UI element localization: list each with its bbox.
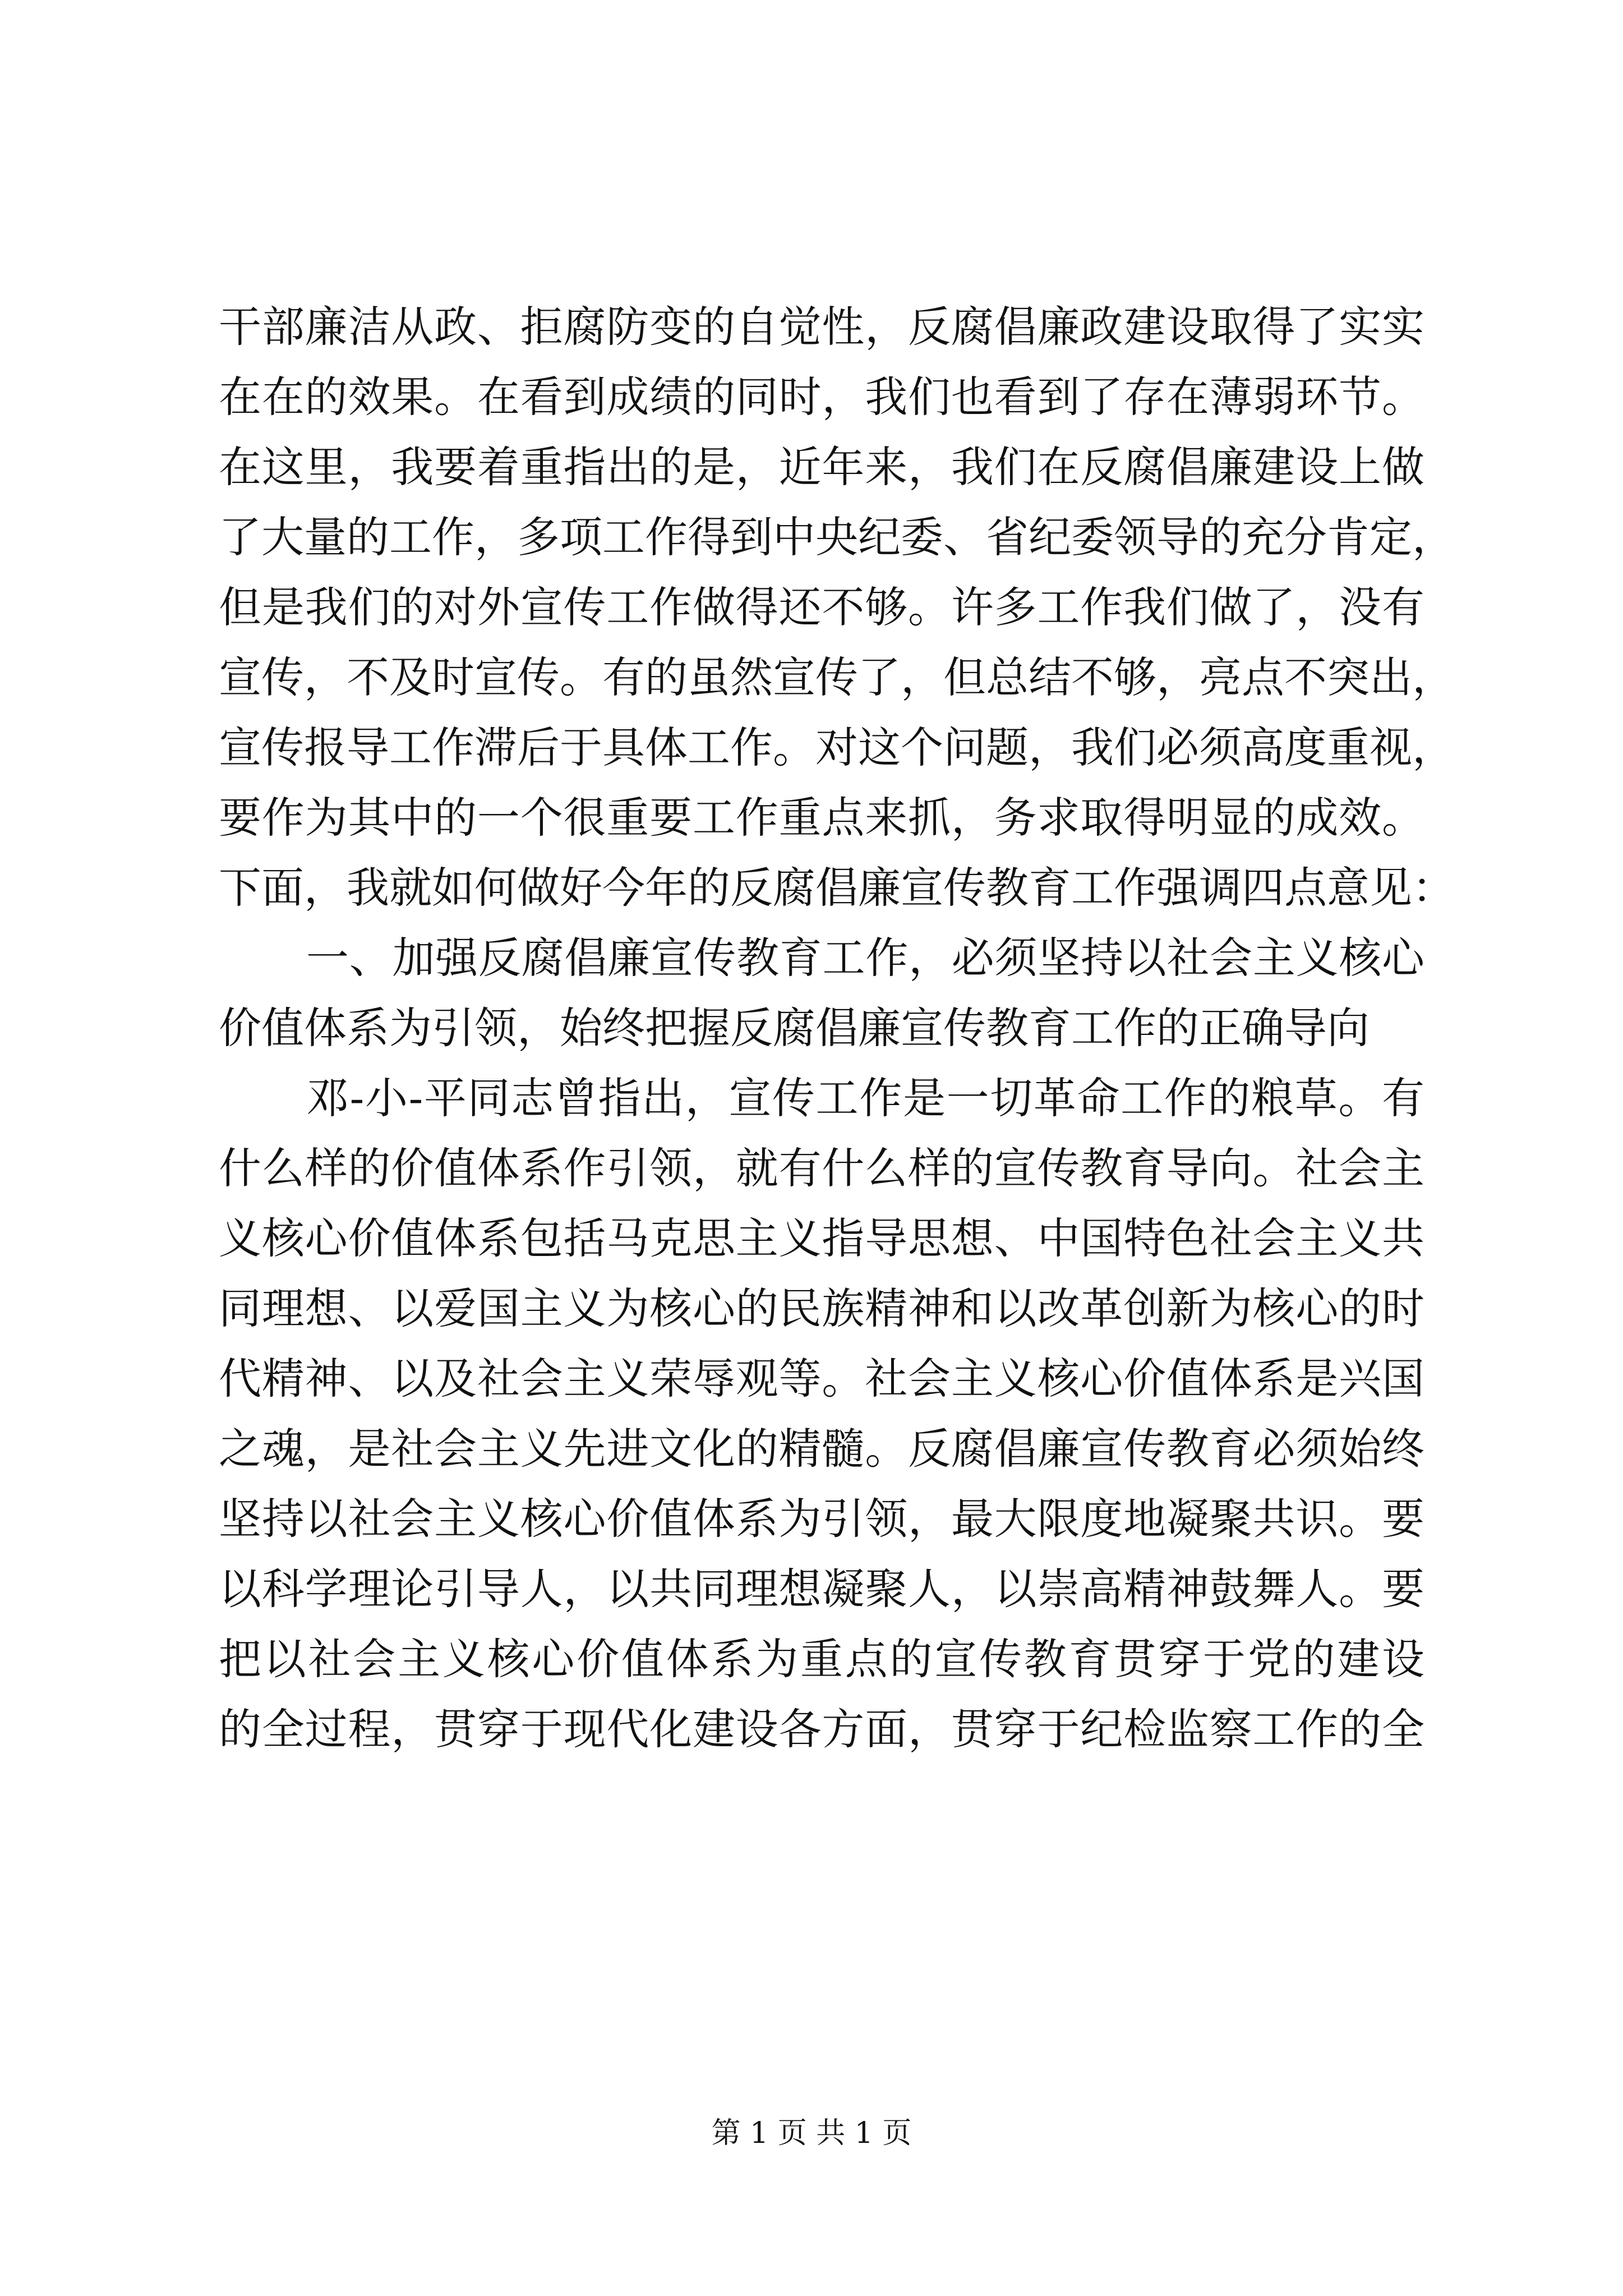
page-number-footer: 第 1 页 共 1 页 <box>711 2116 912 2150</box>
text-line: 把以社会主义核心价值体系为重点的宣传教育贯穿于党的建设 <box>219 1634 1424 1684</box>
text-line: 义核心价值体系包括马克思主义指导思想、中国特色社会主义共 <box>219 1213 1424 1263</box>
section-heading-line: 一、加强反腐倡廉宣传教育工作，必须坚持以社会主义核心 <box>306 933 1424 983</box>
text-line: 下面，我就如何做好今年的反腐倡廉宣传教育工作强调四点意见： <box>219 863 1455 913</box>
text-line: 干部廉洁从政、拒腐防变的自觉性，反腐倡廉政建设取得了实实 <box>219 302 1424 352</box>
text-line: 的全过程，贯穿于现代化建设各方面，贯穿于纪检监察工作的全 <box>219 1704 1424 1754</box>
text-line: 要作为其中的一个很重要工作重点来抓，务求取得明显的成效。 <box>219 793 1424 843</box>
section-heading-line: 价值体系为引领，始终把握反腐倡廉宣传教育工作的正确导向 <box>219 1003 1370 1053</box>
text-line: 了大量的工作，多项工作得到中央纪委、省纪委领导的充分肯定， <box>219 512 1455 562</box>
text-line: 以科学理论引导人，以共同理想凝聚人，以崇高精神鼓舞人。要 <box>219 1564 1424 1614</box>
text-line: 坚持以社会主义核心价值体系为引领，最大限度地凝聚共识。要 <box>219 1494 1424 1544</box>
text-line: 在在的效果。在看到成绩的同时，我们也看到了存在薄弱环节。 <box>219 372 1424 422</box>
text-line: 宣传报导工作滞后于具体工作。对这个问题，我们必须高度重视， <box>219 723 1455 772</box>
text-line: 代精神、以及社会主义荣辱观等。社会主义核心价值体系是兴国 <box>219 1354 1424 1404</box>
text-line: 什么样的价值体系作引领，就有什么样的宣传教育导向。社会主 <box>219 1143 1424 1193</box>
text-line: 但是我们的对外宣传工作做得还不够。许多工作我们做了，没有 <box>219 582 1424 632</box>
text-line: 邓-小-平同志曾指出，宣传工作是一切革命工作的粮草。有 <box>306 1073 1424 1123</box>
document-body <box>219 292 1455 1764</box>
text-line: 在这里，我要着重指出的是，近年来，我们在反腐倡廉建设上做 <box>219 442 1424 492</box>
text-line: 宣传，不及时宣传。有的虽然宣传了，但总结不够，亮点不突出， <box>219 652 1455 702</box>
text-line: 之魂，是社会主义先进文化的精髓。反腐倡廉宣传教育必须始终 <box>219 1424 1424 1474</box>
text-line: 同理想、以爱国主义为核心的民族精神和以改革创新为核心的时 <box>219 1283 1424 1333</box>
